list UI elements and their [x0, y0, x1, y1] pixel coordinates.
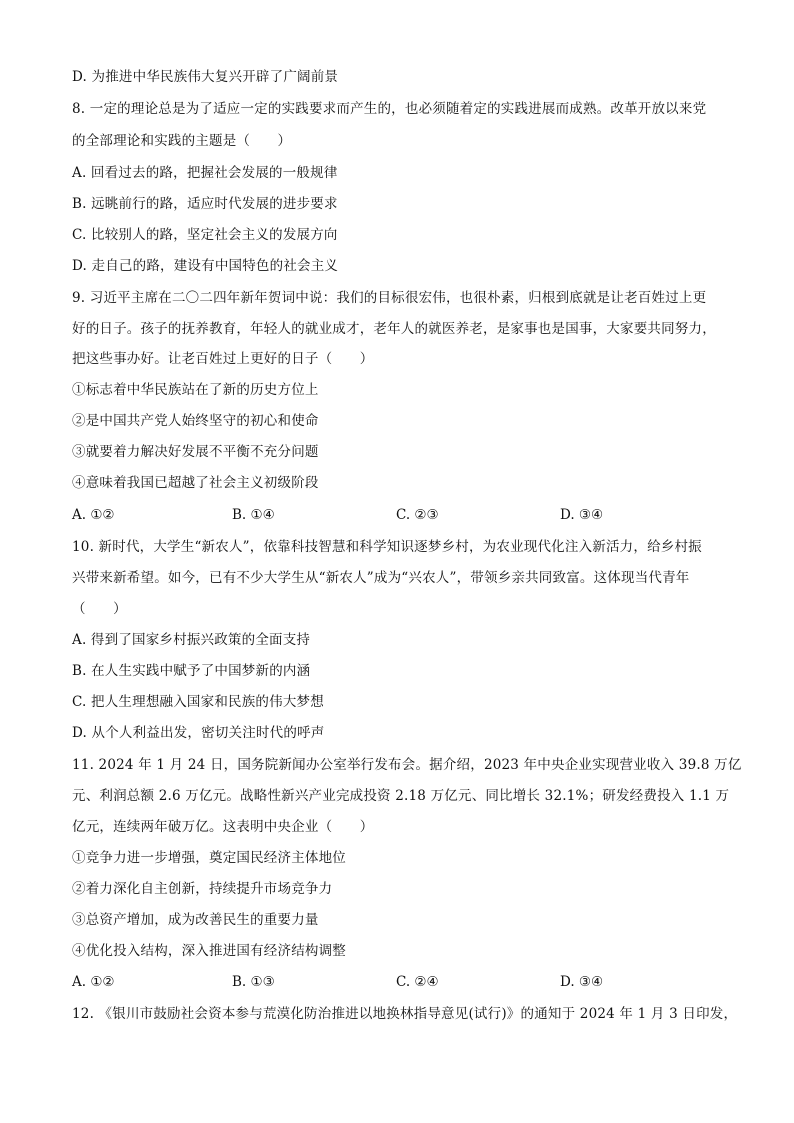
q9-option-c: C. ②③ — [396, 507, 439, 523]
q9-option-b: B. ①④ — [232, 507, 275, 523]
q9-item-3: ③就要着力解决好发展不平衡不充分问题 — [72, 444, 319, 460]
q12-stem-line-1: 12. 《银川市鼓励社会资本参与荒漠化防治推进以地换林指导意见(试行)》的通知于 2024 年 1 月 3 日印发， — [72, 1006, 738, 1022]
q11-option-b: B. ①③ — [232, 974, 275, 990]
q10-stem-line-3: （ ） — [72, 601, 127, 617]
q8-stem-line-1: 8. 一定的理论总是为了适应一定的实践要求而产生的，也必须随着定的实践进展而成熟。改革开放以来党 — [72, 101, 707, 117]
q10-option-d: D. 从个人利益出发，密切关注时代的呼声 — [72, 725, 325, 741]
q11-item-2: ②着力深化自主创新，持续提升市场竞争力 — [72, 881, 333, 897]
q11-stem-line-1: 11. 2024 年 1 月 24 日，国务院新闻办公室举行发布会。据介绍，2023 年中央企业实现营业收入 39.8 万亿 — [72, 757, 742, 773]
q9-item-1: ①标志着中华民族站在了新的历史方位上 — [72, 382, 319, 398]
q11-stem-line-2: 元、利润总额 2.6 万亿元。战略性新兴产业完成投资 2.18 万亿元、同比增长 32.1%；研发经费投入 1.1 万 — [72, 788, 730, 804]
q11-option-d: D. ③④ — [560, 974, 604, 990]
q11-option-a: A. ①② — [72, 974, 115, 990]
q9-option-a: A. ①② — [72, 507, 115, 523]
q8-option-d: D. 走自己的路，建设有中国特色的社会主义 — [72, 258, 339, 274]
q10-stem-line-1: 10. 新时代，大学生“新农人”，依靠科技智慧和科学知识逐梦乡村，为农业现代化注入新活力，给乡村振 — [72, 539, 702, 555]
q9-item-4: ④意味着我国已超越了社会主义初级阶段 — [72, 475, 319, 491]
q9-stem-line-1: 9. 习近平主席在二〇二四年新年贺词中说：我们的目标很宏伟，也很朴素，归根到底就是让老百姓过上更 — [72, 290, 707, 306]
q11-item-4: ④优化投入结构，深入推进国有经济结构调整 — [72, 943, 346, 959]
q9-option-d: D. ③④ — [560, 507, 604, 523]
q7-option-d: D. 为推进中华民族伟大复兴开辟了广阔前景 — [72, 69, 339, 85]
q10-option-a: A. 得到了国家乡村振兴政策的全面支持 — [72, 632, 311, 648]
q8-option-c: C. 比较别人的路，坚定社会主义的发展方向 — [72, 227, 338, 243]
q9-stem-line-2: 好的日子。孩子的抚养教育，年轻人的就业成才，老年人的就医养老，是家事也是国事，大家要共同努力， — [72, 321, 716, 337]
q8-option-a: A. 回看过去的路，把握社会发展的一般规律 — [72, 165, 338, 181]
q9-stem-line-3: 把这些事办好。让老百姓过上更好的日子（ ） — [72, 351, 374, 367]
q11-stem-line-3: 亿元，连续两年破万亿。这表明中央企业（ ） — [72, 819, 374, 835]
q11-item-1: ①竞争力进一步增强，奠定国民经济主体地位 — [72, 850, 346, 866]
q10-option-c: C. 把人生理想融入国家和民族的伟大梦想 — [72, 694, 324, 710]
q10-stem-line-2: 兴带来新希望。如今，已有不少大学生从“新农人”成为“兴农人”，带领乡亲共同致富。这体现当代青年 — [72, 570, 690, 586]
q8-option-b: B. 远眺前行的路，适应时代发展的进步要求 — [72, 196, 338, 212]
q11-option-c: C. ②④ — [396, 974, 439, 990]
q10-option-b: B. 在人生实践中赋予了中国梦新的内涵 — [72, 663, 311, 679]
q8-stem-line-2: 的全部理论和实践的主题是（ ） — [72, 133, 292, 149]
q11-item-3: ③总资产增加，成为改善民生的重要力量 — [72, 912, 319, 928]
q9-item-2: ②是中国共产党人始终坚守的初心和使命 — [72, 413, 319, 429]
